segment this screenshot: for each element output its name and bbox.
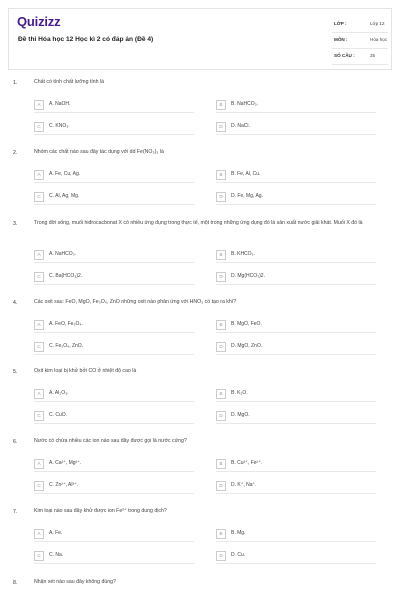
- option-c-text: C. Ba(HCO₃)2.: [49, 273, 83, 279]
- option-b[interactable]: [216, 168, 376, 183]
- option-d-marker: D: [216, 481, 226, 491]
- option-d[interactable]: [216, 270, 376, 285]
- option-b-marker: B: [216, 389, 226, 399]
- question-number: 8.: [13, 580, 18, 586]
- option-d-marker: D: [216, 551, 226, 561]
- question-text: Oxit kim loại bị khử bởi CO ở nhiệt độ cao là: [34, 368, 137, 374]
- option-a[interactable]: [34, 168, 194, 183]
- option-a-text: A. Ca²⁺, Mg²⁺.: [49, 460, 82, 466]
- option-a-marker: A: [34, 389, 44, 399]
- option-d-marker: D: [216, 192, 226, 202]
- option-b[interactable]: [216, 527, 376, 542]
- option-b[interactable]: [216, 457, 376, 472]
- option-a[interactable]: [34, 527, 194, 542]
- option-b[interactable]: [216, 248, 376, 263]
- option-d-text: D. MgO, ZnO.: [231, 343, 263, 349]
- question-text: Nhận xét nào sau đây không đúng?: [34, 579, 116, 585]
- question-text: Nhóm các chất nào sau đây tác dụng với dd Fe(NO₃)₃ là: [34, 149, 164, 155]
- option-c-marker: C: [34, 481, 44, 491]
- option-b-text: B. NaHCO₃.: [231, 101, 259, 107]
- option-a[interactable]: [34, 248, 194, 263]
- meta-label: SỐ CÂU :: [334, 53, 355, 58]
- question-number: 5.: [13, 369, 18, 375]
- meta-value: Hóa học: [370, 37, 388, 42]
- option-d[interactable]: [216, 120, 376, 135]
- option-a-text: A. Fe.: [49, 530, 63, 536]
- option-d[interactable]: [216, 190, 376, 205]
- option-a-marker: A: [34, 459, 44, 469]
- question-number: 6.: [13, 439, 18, 445]
- question-number: 4.: [13, 300, 18, 306]
- option-c-marker: C: [34, 192, 44, 202]
- option-c-text: C. KNO₃.: [49, 123, 70, 129]
- option-c-marker: C: [34, 551, 44, 561]
- option-b[interactable]: [216, 318, 376, 333]
- question-number: 1.: [13, 80, 18, 86]
- option-a[interactable]: [34, 318, 194, 333]
- option-a-text: A. NaOH.: [49, 101, 71, 107]
- option-d[interactable]: [216, 409, 376, 424]
- option-a-marker: A: [34, 529, 44, 539]
- option-b-marker: B: [216, 459, 226, 469]
- option-b-text: B. KHCO₃.: [231, 251, 255, 257]
- option-c-text: C. CuO.: [49, 412, 68, 418]
- option-c[interactable]: [34, 340, 194, 355]
- option-d[interactable]: [216, 340, 376, 355]
- option-b-marker: B: [216, 250, 226, 260]
- option-a-text: A. FeO, Fe₃O₄.: [49, 321, 83, 327]
- option-d-marker: D: [216, 122, 226, 132]
- option-a-marker: A: [34, 320, 44, 330]
- option-d-marker: D: [216, 272, 226, 282]
- option-b-marker: B: [216, 320, 226, 330]
- option-b-text: B. K₂O.: [231, 390, 248, 396]
- option-c-text: C. Na.: [49, 552, 64, 558]
- option-d-marker: D: [216, 342, 226, 352]
- option-d[interactable]: [216, 549, 376, 564]
- option-a-text: A. Al₂O₃.: [49, 390, 69, 396]
- option-b-text: B. MgO, FeO.: [231, 321, 262, 327]
- option-c-marker: C: [34, 122, 44, 132]
- quiz-header: [8, 8, 392, 70]
- question-text: Kim loại nào sau đây khử được ion Fe²⁺ trong dung dịch?: [34, 508, 167, 514]
- question-number: 2.: [13, 150, 18, 156]
- option-c[interactable]: [34, 190, 194, 205]
- option-a[interactable]: [34, 98, 194, 113]
- option-c[interactable]: [34, 120, 194, 135]
- option-d[interactable]: [216, 479, 376, 494]
- option-b-marker: B: [216, 100, 226, 110]
- option-b[interactable]: [216, 387, 376, 402]
- option-c-text: C. Fe₃O₄, ZnO.: [49, 343, 84, 349]
- option-d-marker: D: [216, 411, 226, 421]
- question-text: Chất có tính chất lưỡng tính là: [34, 79, 105, 85]
- option-a-marker: A: [34, 250, 44, 260]
- question-number: 7.: [13, 509, 18, 515]
- option-c[interactable]: [34, 270, 194, 285]
- option-c[interactable]: [34, 479, 194, 494]
- option-a-text: A. Fe, Cu, Ag.: [49, 171, 81, 177]
- meta-label: LỚP :: [334, 21, 347, 26]
- meta-value: Lớp 12: [370, 21, 385, 26]
- option-b[interactable]: [216, 98, 376, 113]
- quiz-title: Đề thi Hóa học 12 Học kì 2 có đáp án (Đề 4): [18, 36, 154, 43]
- option-d-text: D. MgO.: [231, 412, 250, 418]
- option-d-text: D. Mg(HCO₃)2.: [231, 273, 265, 279]
- meta-row-class: [332, 19, 388, 33]
- option-d-text: D. Fe, Mg, Ag.: [231, 193, 263, 199]
- option-d-text: D. NaCl.: [231, 123, 250, 129]
- question-text: Các oxit sau: FeO, MgO, Fe₃O₄, ZnO những oxit nào phản ứng với HNO₃ có tạo ra khí?: [34, 299, 237, 305]
- option-b-marker: B: [216, 170, 226, 180]
- option-c-marker: C: [34, 411, 44, 421]
- option-c[interactable]: [34, 549, 194, 564]
- meta-row-count: [332, 51, 388, 65]
- option-d-text: D. Cu.: [231, 552, 246, 558]
- option-c-text: C. Al, Ag, Mg.: [49, 193, 80, 199]
- option-a[interactable]: [34, 387, 194, 402]
- question-text: Trong đời sống, muối hiđrocacbonat X có nhiều ứng dụng trong thực tế, một trong những ứng dụng đó là sản xuất nước giải khát. Muối X đó là: [34, 220, 363, 226]
- quiz-meta: [332, 19, 388, 67]
- meta-row-subject: [332, 35, 388, 49]
- meta-value: 25: [370, 53, 376, 58]
- option-c-marker: C: [34, 342, 44, 352]
- option-b-text: B. Cu²⁺, Fe²⁺.: [231, 460, 263, 466]
- option-c[interactable]: [34, 409, 194, 424]
- option-b-marker: B: [216, 529, 226, 539]
- option-a[interactable]: [34, 457, 194, 472]
- option-a-text: A. NaHCO₃.: [49, 251, 77, 257]
- option-b-text: B. Fe, Al, Cu.: [231, 171, 261, 177]
- option-a-marker: A: [34, 170, 44, 180]
- option-d-text: D. K⁺, Na⁺.: [231, 482, 257, 488]
- meta-label: MÔN :: [334, 37, 348, 42]
- option-b-text: B. Mg.: [231, 530, 246, 536]
- option-c-text: C. Zn²⁺, Al³⁺.: [49, 482, 79, 488]
- question-text: Nước có chứa nhiều các ion nào sau đây được gọi là nước cứng?: [34, 438, 187, 444]
- option-a-marker: A: [34, 100, 44, 110]
- question-number: 3.: [13, 221, 18, 227]
- option-c-marker: C: [34, 272, 44, 282]
- quizizz-logo: Quizizz: [17, 14, 61, 29]
